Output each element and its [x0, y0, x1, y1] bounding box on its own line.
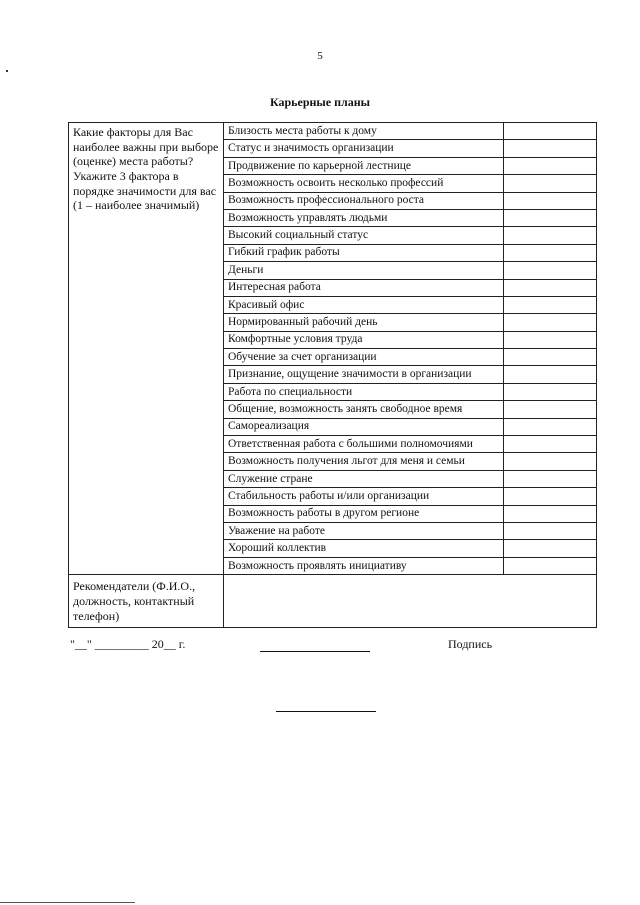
factor-label: Хороший коллектив — [224, 540, 504, 557]
factor-label: Комфортные условия труда — [224, 331, 504, 348]
factors-cell — [224, 123, 597, 575]
factor-rank-field[interactable] — [504, 140, 597, 157]
separator-line — [276, 711, 376, 712]
question-text: Какие факторы для Вас наиболее важны при выборе (оценке) места работы? Укажите 3 фактора в порядке значимости для вас (1 – наиболее значимый) — [73, 125, 219, 213]
factor-rank-field[interactable] — [504, 522, 597, 539]
factor-rank-field[interactable] — [504, 175, 597, 192]
factor-row — [224, 296, 596, 313]
scan-artifact — [6, 70, 8, 72]
factor-label: Самореализация — [224, 418, 504, 435]
footnote-rule — [0, 902, 135, 903]
recommenders-row — [69, 575, 597, 628]
factor-rank-field[interactable] — [504, 227, 597, 244]
factor-rank-field[interactable] — [504, 418, 597, 435]
factor-label: Статус и значимость организации — [224, 140, 504, 157]
factor-label: Служение стране — [224, 470, 504, 487]
factor-row — [224, 540, 596, 557]
factor-rank-field[interactable] — [504, 436, 597, 453]
factor-label: Стабильность работы и/или организации — [224, 488, 504, 505]
factor-label: Деньги — [224, 262, 504, 279]
factor-row — [224, 244, 596, 261]
factor-rank-field[interactable] — [504, 157, 597, 174]
factor-rank-field[interactable] — [504, 123, 597, 140]
factor-row — [224, 470, 596, 487]
page-number: 5 — [317, 50, 323, 62]
factor-row — [224, 279, 596, 296]
factor-rank-field[interactable] — [504, 505, 597, 522]
factor-row — [224, 505, 596, 522]
factor-row — [224, 157, 596, 174]
factor-rank-field[interactable] — [504, 540, 597, 557]
factor-rank-field[interactable] — [504, 192, 597, 209]
factor-row — [224, 488, 596, 505]
factor-label: Продвижение по карьерной лестнице — [224, 157, 504, 174]
factor-label: Возможность проявлять инициативу — [224, 557, 504, 574]
factor-rank-field[interactable] — [504, 349, 597, 366]
factor-label: Обучение за счет организации — [224, 349, 504, 366]
factor-label: Красивый офис — [224, 296, 504, 313]
signature-line[interactable] — [260, 637, 370, 652]
factor-rank-field[interactable] — [504, 244, 597, 261]
factor-row — [224, 453, 596, 470]
factor-rank-field[interactable] — [504, 209, 597, 226]
factor-label: Общение, возможность занять свободное время — [224, 401, 504, 418]
factor-row — [224, 209, 596, 226]
factor-row — [224, 262, 596, 279]
factors-row — [69, 123, 597, 575]
factor-rank-field[interactable] — [504, 262, 597, 279]
factor-rank-field[interactable] — [504, 331, 597, 348]
factor-row — [224, 123, 596, 140]
factor-row — [224, 331, 596, 348]
factor-rank-field[interactable] — [504, 470, 597, 487]
factor-row — [224, 349, 596, 366]
factor-row — [224, 366, 596, 383]
factor-label: Признание, ощущение значимости в организации — [224, 366, 504, 383]
factor-rank-field[interactable] — [504, 366, 597, 383]
factor-label: Ответственная работа с большими полномочиями — [224, 436, 504, 453]
factor-row — [224, 227, 596, 244]
factor-label: Близость места работы к дому — [224, 123, 504, 140]
page-title: Карьерные планы — [269, 95, 371, 109]
factor-rank-field[interactable] — [504, 314, 597, 331]
factor-label: Интересная работа — [224, 279, 504, 296]
factor-rank-field[interactable] — [504, 383, 597, 400]
date-field[interactable]: "__" _________ 20__ г. — [70, 637, 186, 651]
factor-rank-field[interactable] — [504, 279, 597, 296]
factor-row — [224, 175, 596, 192]
factor-row — [224, 383, 596, 400]
factor-row — [224, 401, 596, 418]
factor-label: Возможность управлять людьми — [224, 209, 504, 226]
factor-rank-field[interactable] — [504, 488, 597, 505]
factor-rank-field[interactable] — [504, 296, 597, 313]
factor-row — [224, 436, 596, 453]
career-plans-table — [68, 122, 597, 628]
factor-rank-field[interactable] — [504, 557, 597, 574]
factor-label: Возможность работы в другом регионе — [224, 505, 504, 522]
factor-row — [224, 418, 596, 435]
signature-label: Подпись — [448, 637, 493, 651]
recommenders-label: Рекомендатели (Ф.И.О., должность, контактный телефон) — [69, 575, 224, 628]
factor-row — [224, 522, 596, 539]
factor-label: Возможность освоить несколько профессий — [224, 175, 504, 192]
factor-list — [224, 123, 596, 574]
factor-row — [224, 314, 596, 331]
factor-label: Высокий социальный статус — [224, 227, 504, 244]
factor-label: Уважение на работе — [224, 522, 504, 539]
question-cell — [69, 123, 224, 575]
factor-row — [224, 192, 596, 209]
factor-rank-field[interactable] — [504, 453, 597, 470]
factor-rank-field[interactable] — [504, 401, 597, 418]
factor-label: Возможность профессионального роста — [224, 192, 504, 209]
factor-label: Нормированный рабочий день — [224, 314, 504, 331]
factor-row — [224, 140, 596, 157]
factor-label: Возможность получения льгот для меня и семьи — [224, 453, 504, 470]
factor-label: Работа по специальности — [224, 383, 504, 400]
factor-row — [224, 557, 596, 574]
factor-label: Гибкий график работы — [224, 244, 504, 261]
recommenders-field[interactable] — [224, 575, 597, 628]
